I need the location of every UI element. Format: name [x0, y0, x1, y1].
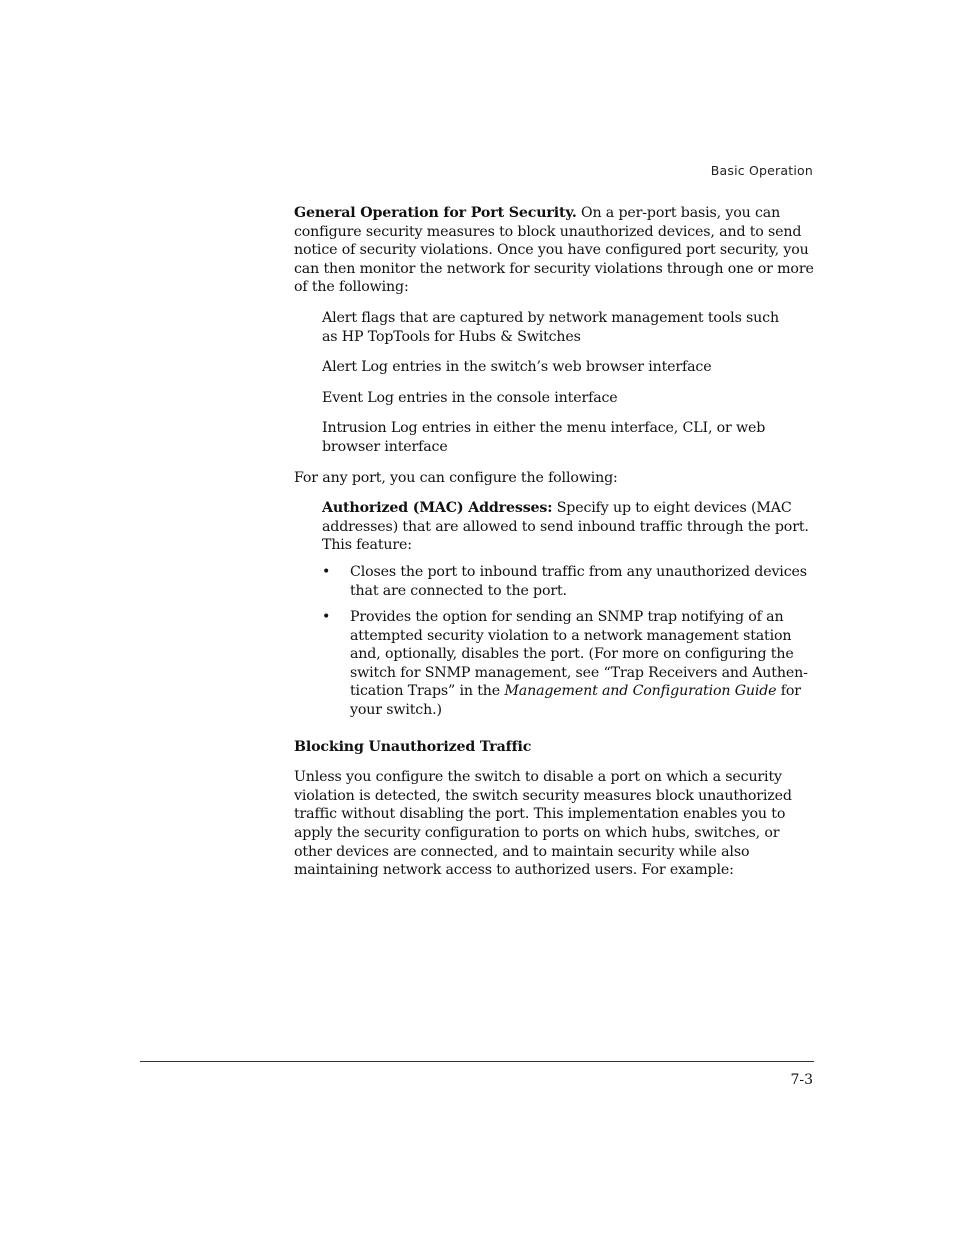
- running-header: Basic Operation: [710, 163, 813, 178]
- authorized-addresses-text: Specify up to eight devices (MAC addresses) that are allowed to send inbound traffic through the port. This feature:: [322, 500, 809, 554]
- blocking-paragraph: Unless you configure the switch to disable a port on which a security violation is detected, the switch security measures block unauthorized traffic without disabling the port. This implementation enables you to apply the security configuration to ports on which hubs, switches, or other devices are connected, and to maintain security while also maintaining network access to authorized users. For example:: [294, 769, 792, 879]
- alert-method-item: Alert flags that are captured by network management tools such as HP TopTools for Hubs & Switches: [322, 309, 779, 345]
- authorized-addresses-paragraph: [322, 499, 814, 555]
- page-number: 7-3: [790, 1072, 813, 1088]
- feature-bullet-list: [322, 563, 814, 720]
- alert-method-item: Alert Log entries in the switch’s web browser interface: [322, 359, 712, 376]
- list-item: [322, 608, 814, 720]
- list-item: [322, 563, 814, 600]
- intro-heading: General Operation for Port Security.: [294, 205, 577, 221]
- intro-paragraph: [294, 204, 814, 297]
- alert-method-item: Event Log entries in the console interface: [322, 389, 618, 406]
- page-content: [294, 204, 814, 880]
- section-heading: Blocking Unauthorized Traffic: [294, 738, 532, 755]
- list-item-text: Closes the port to inbound traffic from any unauthorized devices that are connected to the port.: [350, 563, 807, 599]
- config-intro: For any port, you can configure the following:: [294, 469, 618, 486]
- list-item-text-part: for your switch.): [350, 683, 801, 719]
- intro-text: On a per-port basis, you can configure security measures to block unauthorized devices, and to send notice of security violations. Once you have configured port security, you can then monitor the network for security violations through one or more of the following:: [294, 205, 814, 296]
- list-item-text: [350, 609, 808, 718]
- bullet-icon: •: [322, 563, 331, 580]
- authorized-addresses-label: Authorized (MAC) Addresses:: [322, 500, 553, 517]
- alert-method-item: Intrusion Log entries in either the menu interface, CLI, or web browser interface: [322, 420, 766, 455]
- guide-title: Management and Configuration Guide: [504, 683, 777, 700]
- footer-divider: [140, 1061, 814, 1062]
- list-item-text-part: Provides the option for sending an SNMP trap notifying of an attempted security violation to a network management station and, optionally, disables the port. (For more on configuring the switch for SNMP management, see “Trap Receivers and Authentication Traps” in the: [350, 609, 808, 700]
- bullet-icon: •: [322, 609, 331, 626]
